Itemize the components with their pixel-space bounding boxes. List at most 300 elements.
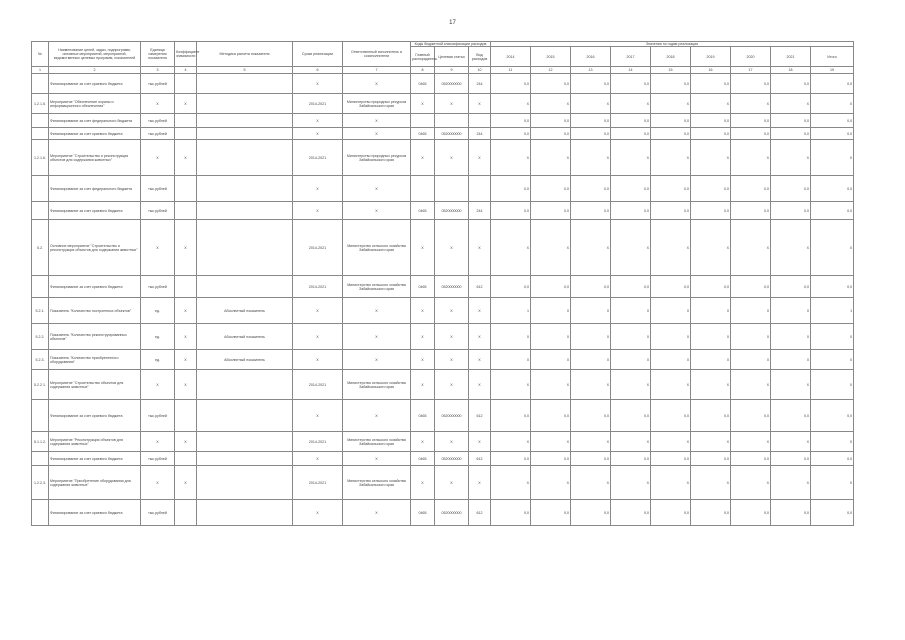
row-code-vr: 244	[469, 128, 491, 140]
row-year-value: Х	[771, 220, 811, 276]
table-row	[32, 140, 854, 176]
row-number: 5.2.3.	[32, 350, 49, 370]
row-code-gr: 0465	[411, 500, 435, 526]
row-year-value: 0,0	[691, 176, 731, 202]
row-code-cs: 0520000000	[435, 452, 469, 466]
row-year-value: 0	[491, 324, 531, 350]
row-unit: тыс.рублей	[141, 128, 175, 140]
row-method	[197, 276, 293, 298]
row-year-value: Х	[771, 140, 811, 176]
row-year-value: 0,0	[491, 400, 531, 432]
row-coef: Х	[175, 350, 197, 370]
row-year-value: Х	[651, 220, 691, 276]
program-table	[31, 41, 854, 526]
row-year-value: 0	[611, 350, 651, 370]
row-year-value: 0	[571, 350, 611, 370]
row-year-value: 0	[691, 324, 731, 350]
row-year-value: 0,0	[811, 176, 854, 202]
row-year-value: 0,0	[811, 400, 854, 432]
row-code-gr: Х	[411, 298, 435, 324]
row-year-value: 0,0	[651, 276, 691, 298]
row-year-value: 0,0	[651, 500, 691, 526]
header-code-gr: Главный распорядитель	[411, 47, 435, 67]
row-year-value: Х	[611, 140, 651, 176]
row-year-value: 0,0	[651, 74, 691, 94]
row-year-value: Х	[731, 466, 771, 500]
row-year-value: 0	[651, 324, 691, 350]
row-code-cs: Х	[435, 324, 469, 350]
row-year-value: Х	[531, 370, 571, 400]
table-row	[32, 74, 854, 94]
row-code-cs	[435, 176, 469, 202]
row-year-value: 0,0	[731, 276, 771, 298]
row-year-value: 0,0	[691, 452, 731, 466]
row-number	[32, 202, 49, 220]
header-name: Наименование целей, задач, подпрограмм, основных мероприятий, мероприятий, ведомственных целевых программ, показателей	[49, 42, 141, 67]
header-year: 2018	[651, 47, 691, 67]
row-year-value: 0	[531, 298, 571, 324]
row-code-gr: 0465	[411, 276, 435, 298]
row-year-value: 0	[691, 350, 731, 370]
row-year-value: Х	[571, 432, 611, 452]
row-code-gr: 0465	[411, 452, 435, 466]
column-number: 18	[771, 67, 811, 74]
row-year-value: Х	[691, 466, 731, 500]
row-year-value: Х	[811, 140, 854, 176]
row-year-value: Х	[571, 370, 611, 400]
row-name: Мероприятие "Строительство объектов для содержания животных"	[49, 370, 141, 400]
row-method	[197, 74, 293, 94]
row-period: Х	[293, 400, 343, 432]
row-period: Х	[293, 452, 343, 466]
row-period: 2014-2021	[293, 432, 343, 452]
row-year-value: 0,0	[811, 114, 854, 128]
row-code-cs: Х	[435, 370, 469, 400]
row-number	[32, 114, 49, 128]
row-year-value: Х	[691, 140, 731, 176]
row-unit: тыс.рублей	[141, 452, 175, 466]
row-year-value: 0,0	[611, 276, 651, 298]
row-name: Показатель "Количество приобретенного оборудования"	[49, 350, 141, 370]
row-year-value: 0	[811, 350, 854, 370]
row-number: 5.2.2.1.	[32, 370, 49, 400]
row-coef	[175, 500, 197, 526]
row-name: Финансирование за счет краевого бюджета	[49, 276, 141, 298]
column-number: 3	[141, 67, 175, 74]
row-code-gr: Х	[411, 466, 435, 500]
row-code-vr: 244	[469, 74, 491, 94]
row-code-cs: Х	[435, 466, 469, 500]
row-year-value: 0,0	[571, 202, 611, 220]
row-code-cs: 0520000000	[435, 276, 469, 298]
row-period: Х	[293, 202, 343, 220]
row-code-cs	[435, 114, 469, 128]
table-row	[32, 114, 854, 128]
row-code-vr: Х	[469, 350, 491, 370]
row-unit: ед.	[141, 324, 175, 350]
row-code-gr: Х	[411, 324, 435, 350]
column-number: 15	[651, 67, 691, 74]
row-code-vr: Х	[469, 466, 491, 500]
row-year-value: Х	[811, 466, 854, 500]
row-year-value: 0,0	[571, 176, 611, 202]
row-year-value: Х	[531, 220, 571, 276]
row-name: Показатель "Количество реконструированных объектов"	[49, 324, 141, 350]
row-year-value: 0,0	[731, 202, 771, 220]
row-method	[197, 400, 293, 432]
row-coef	[175, 128, 197, 140]
row-year-value: 0,0	[811, 74, 854, 94]
row-year-value: 0,0	[691, 74, 731, 94]
row-year-value: Х	[611, 220, 651, 276]
row-code-cs: Х	[435, 298, 469, 324]
row-year-value: Х	[771, 94, 811, 114]
row-code-vr: Х	[469, 94, 491, 114]
row-year-value: 0,0	[531, 128, 571, 140]
row-period: 2014-2021	[293, 276, 343, 298]
column-number: 13	[571, 67, 611, 74]
table-row	[32, 176, 854, 202]
row-responsible: Министерство природных ресурсов Забайкальского края	[343, 140, 411, 176]
column-number: 11	[491, 67, 531, 74]
row-code-gr	[411, 176, 435, 202]
row-name: Финансирование за счет краевого бюджета	[49, 400, 141, 432]
column-number: 8	[411, 67, 435, 74]
row-unit: Х	[141, 140, 175, 176]
header-unit: Единица измерения показателя	[141, 42, 175, 67]
table-body	[32, 74, 854, 526]
row-method: Абсолютный показатель	[197, 298, 293, 324]
row-year-value: 0,0	[531, 400, 571, 432]
row-unit: тыс.рублей	[141, 202, 175, 220]
row-number: 5.2.2.	[32, 324, 49, 350]
row-year-value: 0,0	[531, 500, 571, 526]
column-number: 2	[49, 67, 141, 74]
row-year-value: 1	[811, 298, 854, 324]
table-row	[32, 500, 854, 526]
row-unit: Х	[141, 94, 175, 114]
row-year-value: 0,0	[691, 276, 731, 298]
row-year-value: 0,0	[811, 500, 854, 526]
row-year-value: 0	[771, 298, 811, 324]
row-year-value: 0,0	[571, 500, 611, 526]
row-year-value: 0,0	[651, 452, 691, 466]
row-name: Мероприятие "Приобретение оборудования для содержания животных"	[49, 466, 141, 500]
row-responsible: Х	[343, 114, 411, 128]
row-year-value: 0,0	[571, 452, 611, 466]
row-coef: Х	[175, 370, 197, 400]
header-coef: Коэффициент значимости	[175, 42, 197, 67]
row-name: Финансирование за счет краевого бюджета	[49, 74, 141, 94]
row-year-value: 0,0	[651, 400, 691, 432]
row-unit: тыс.рублей	[141, 400, 175, 432]
row-name: Показатель "Количество построенных объектов"	[49, 298, 141, 324]
row-code-vr: Х	[469, 220, 491, 276]
row-code-vr	[469, 176, 491, 202]
row-code-vr: 612	[469, 400, 491, 432]
row-year-value: Х	[731, 370, 771, 400]
header-year: 2017	[611, 47, 651, 67]
row-period: Х	[293, 176, 343, 202]
row-year-value: Х	[491, 432, 531, 452]
row-coef: Х	[175, 140, 197, 176]
row-method	[197, 220, 293, 276]
row-year-value: 0	[611, 298, 651, 324]
column-number: 9	[435, 67, 469, 74]
row-coef	[175, 202, 197, 220]
row-year-value: 0,0	[611, 452, 651, 466]
row-year-value: 0,0	[691, 202, 731, 220]
row-code-cs: 0520000000	[435, 400, 469, 432]
row-number: 1.2.1.6.	[32, 140, 49, 176]
row-year-value: Х	[571, 220, 611, 276]
page-number: 17	[449, 20, 456, 26]
row-number	[32, 276, 49, 298]
row-year-value: 0,0	[491, 128, 531, 140]
row-code-cs: 0520000000	[435, 74, 469, 94]
row-year-value: 0,0	[491, 202, 531, 220]
row-year-value: Х	[731, 140, 771, 176]
row-year-value: 0,0	[491, 276, 531, 298]
row-number: 5.2.	[32, 220, 49, 276]
row-code-gr: Х	[411, 140, 435, 176]
row-year-value: Х	[731, 220, 771, 276]
row-code-gr: Х	[411, 94, 435, 114]
row-year-value: Х	[811, 220, 854, 276]
row-number: 1.2.2.3.	[32, 466, 49, 500]
row-coef: Х	[175, 94, 197, 114]
row-year-value: 0,0	[531, 176, 571, 202]
row-year-value: Х	[571, 466, 611, 500]
row-year-value: 0	[771, 324, 811, 350]
row-responsible: Х	[343, 452, 411, 466]
header-year: 2016	[571, 47, 611, 67]
row-method	[197, 202, 293, 220]
row-name: Финансирование за счет федерального бюджета	[49, 176, 141, 202]
row-responsible: Министерство природных ресурсов Забайкальского края	[343, 94, 411, 114]
row-year-value: 0	[611, 324, 651, 350]
table-row	[32, 370, 854, 400]
table-row	[32, 432, 854, 452]
row-coef	[175, 176, 197, 202]
row-coef: Х	[175, 298, 197, 324]
row-method	[197, 114, 293, 128]
row-responsible: Х	[343, 202, 411, 220]
row-number	[32, 400, 49, 432]
row-period: 2014-2021	[293, 140, 343, 176]
row-year-value: 0,0	[651, 114, 691, 128]
header-year: 2021	[771, 47, 811, 67]
row-code-gr: 0465	[411, 202, 435, 220]
row-year-value: Х	[771, 466, 811, 500]
row-year-value: 0,0	[571, 114, 611, 128]
row-year-value: 0,0	[651, 128, 691, 140]
row-year-value: 0,0	[531, 202, 571, 220]
row-responsible: Х	[343, 400, 411, 432]
row-year-value: 0,0	[691, 500, 731, 526]
row-year-value: 0,0	[571, 276, 611, 298]
row-period: Х	[293, 74, 343, 94]
column-number: 12	[531, 67, 571, 74]
row-code-vr: 612	[469, 500, 491, 526]
row-method	[197, 176, 293, 202]
row-unit: тыс.рублей	[141, 276, 175, 298]
row-year-value: Х	[651, 466, 691, 500]
row-year-value: Х	[651, 140, 691, 176]
header-year: Итого	[811, 47, 854, 67]
row-unit: ед.	[141, 350, 175, 370]
row-year-value: Х	[531, 140, 571, 176]
row-year-value: 0,0	[611, 500, 651, 526]
row-year-value: 0,0	[571, 74, 611, 94]
row-year-value: 0	[571, 298, 611, 324]
row-year-value: Х	[651, 94, 691, 114]
row-period: Х	[293, 114, 343, 128]
header-code-cs: Целевая статья	[435, 47, 469, 67]
row-year-value: 0,0	[531, 276, 571, 298]
row-year-value: Х	[731, 94, 771, 114]
row-unit: ед.	[141, 298, 175, 324]
row-coef: Х	[175, 220, 197, 276]
row-year-value: 0,0	[731, 452, 771, 466]
row-year-value: 0,0	[731, 176, 771, 202]
row-coef	[175, 114, 197, 128]
row-number: 5.1.1.2.	[32, 432, 49, 452]
row-name: Мероприятие "Строительство и реконструкция объектов для содержания животных"	[49, 140, 141, 176]
row-number	[32, 74, 49, 94]
header-years-group: Значения по годам реализации	[491, 42, 854, 47]
row-year-value: Х	[571, 94, 611, 114]
row-year-value: 0,0	[611, 400, 651, 432]
row-coef	[175, 452, 197, 466]
column-number: 1	[32, 67, 49, 74]
header-year: 2019	[691, 47, 731, 67]
table-row	[32, 466, 854, 500]
row-year-value: 0	[531, 350, 571, 370]
row-unit: тыс.рублей	[141, 74, 175, 94]
row-period: Х	[293, 324, 343, 350]
row-year-value: Х	[491, 466, 531, 500]
row-responsible: Х	[343, 128, 411, 140]
row-year-value: 0	[531, 324, 571, 350]
row-method: Абсолютный показатель	[197, 350, 293, 370]
row-year-value: Х	[611, 432, 651, 452]
row-code-cs: Х	[435, 220, 469, 276]
row-year-value: 0	[731, 324, 771, 350]
row-year-value: Х	[691, 370, 731, 400]
row-year-value: Х	[691, 220, 731, 276]
row-year-value: Х	[611, 94, 651, 114]
table-row	[32, 452, 854, 466]
header-code-vr: Вид расходов	[469, 47, 491, 67]
row-code-cs: Х	[435, 432, 469, 452]
row-responsible: Министерство сельского хозяйства Забайкальского края	[343, 432, 411, 452]
row-year-value: 0,0	[491, 114, 531, 128]
row-year-value: 0,0	[611, 176, 651, 202]
row-year-value: 0,0	[811, 276, 854, 298]
row-coef: Х	[175, 432, 197, 452]
row-coef	[175, 276, 197, 298]
row-year-value: Х	[651, 370, 691, 400]
header-period: Сроки реализации	[293, 42, 343, 67]
row-year-value: 0,0	[611, 74, 651, 94]
column-number: 16	[691, 67, 731, 74]
row-code-vr: Х	[469, 140, 491, 176]
row-year-value: Х	[691, 432, 731, 452]
row-responsible: Х	[343, 324, 411, 350]
row-year-value: Х	[771, 370, 811, 400]
row-year-value: 0	[651, 298, 691, 324]
row-name: Финансирование за счет краевого бюджета	[49, 452, 141, 466]
row-responsible: Министерство сельского хозяйства Забайкальского края	[343, 466, 411, 500]
row-year-value: 0	[571, 324, 611, 350]
row-year-value: 0,0	[531, 452, 571, 466]
row-year-value: 0,0	[691, 128, 731, 140]
row-year-value: 0,0	[771, 452, 811, 466]
row-year-value: 0,0	[611, 128, 651, 140]
row-period: 2014-2021	[293, 370, 343, 400]
row-year-value: 0,0	[731, 114, 771, 128]
row-name: Финансирование за счет краевого бюджета	[49, 128, 141, 140]
row-year-value: 0,0	[491, 176, 531, 202]
row-code-cs: Х	[435, 350, 469, 370]
row-year-value: Х	[731, 432, 771, 452]
row-code-cs: 0520000000	[435, 202, 469, 220]
row-year-value: 0,0	[811, 202, 854, 220]
row-year-value: 0,0	[811, 128, 854, 140]
table-row	[32, 350, 854, 370]
row-unit: Х	[141, 370, 175, 400]
row-code-gr	[411, 114, 435, 128]
row-year-value: 0,0	[771, 202, 811, 220]
row-code-vr: Х	[469, 370, 491, 400]
row-year-value: 0,0	[571, 400, 611, 432]
header-responsible: Ответственный исполнитель и соисполнители	[343, 42, 411, 67]
column-number: 7	[343, 67, 411, 74]
row-period: 2014-2021	[293, 94, 343, 114]
row-method	[197, 432, 293, 452]
row-method	[197, 370, 293, 400]
row-year-value: 0,0	[691, 114, 731, 128]
table-row	[32, 298, 854, 324]
row-year-value: Х	[531, 432, 571, 452]
row-code-vr: Х	[469, 324, 491, 350]
row-year-value: 0,0	[771, 74, 811, 94]
row-responsible: Министерство сельского хозяйства Забайкальского края	[343, 370, 411, 400]
row-number	[32, 128, 49, 140]
row-responsible: Министерство сельского хозяйства Забайкальского края	[343, 220, 411, 276]
row-year-value: 0,0	[571, 128, 611, 140]
row-year-value: 0,0	[491, 500, 531, 526]
row-code-gr: Х	[411, 432, 435, 452]
row-name: Финансирование за счет федерального бюджета	[49, 114, 141, 128]
column-number: 4	[175, 67, 197, 74]
row-code-gr: Х	[411, 220, 435, 276]
table-row	[32, 128, 854, 140]
row-responsible: Х	[343, 176, 411, 202]
row-code-gr: 0465	[411, 74, 435, 94]
row-year-value: 0	[651, 350, 691, 370]
row-responsible: Х	[343, 500, 411, 526]
row-year-value: 0,0	[771, 114, 811, 128]
row-code-vr: Х	[469, 432, 491, 452]
row-year-value: Х	[811, 94, 854, 114]
row-responsible: Х	[343, 350, 411, 370]
row-period: 2014-2021	[293, 220, 343, 276]
row-unit: Х	[141, 466, 175, 500]
row-number	[32, 176, 49, 202]
row-year-value: 0,0	[771, 128, 811, 140]
